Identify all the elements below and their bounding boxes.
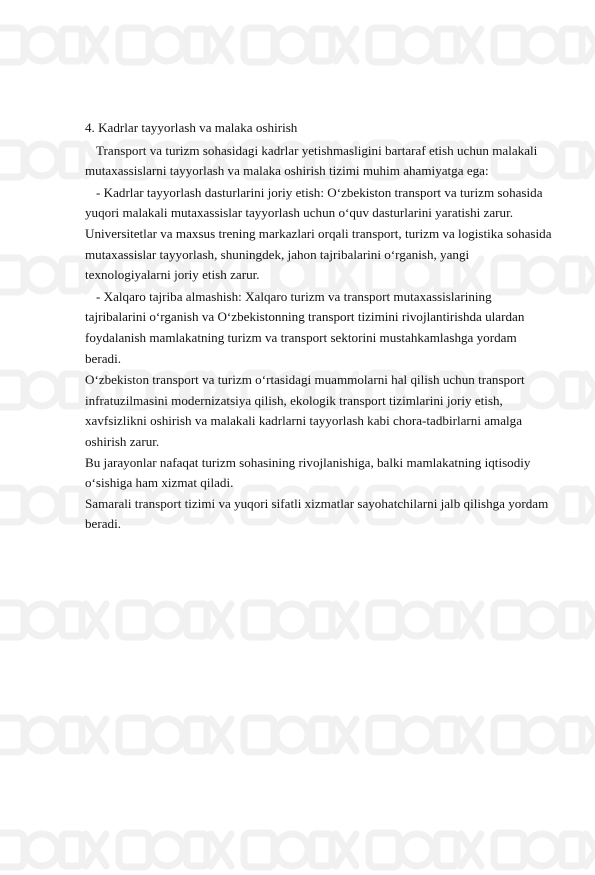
paragraph-training-programs: - Kadrlar tayyorlash dasturlarini joriy etish: O‘zbekiston transport va turizm sohasida yuqori malakali mutaxassislar tayyorlash uchun o‘quv dasturlarini yaratishi zarur. bbox=[85, 184, 543, 221]
watermark-logo-icon bbox=[0, 595, 110, 645]
watermark-logo-icon bbox=[240, 825, 360, 875]
watermark-logo-icon bbox=[115, 595, 235, 645]
watermark-logo-icon bbox=[240, 595, 360, 645]
watermark-logo-icon bbox=[240, 20, 360, 70]
paragraph-universities: Universitetlar va maxsus trening markazlari orqali transport, turizm va logistika sohasida mutaxassislar tayyorlash, shuningdek, jahon tajribalarini o‘rganish, yangi texnologiyalarni joriy etish zarur. bbox=[85, 225, 552, 283]
watermark-logo-icon bbox=[115, 20, 235, 70]
watermark-logo-icon bbox=[365, 710, 485, 760]
watermark-logo-icon bbox=[0, 825, 110, 875]
paragraph-efficient-transport: Samarali transport tizimi va yuqori sifatli xizmatlar sayohatchilarni jalb qilishga yordam beradi. bbox=[85, 495, 549, 532]
watermark-logo-icon bbox=[0, 710, 110, 760]
section-heading: 4. Kadrlar tayyorlash va malaka oshirish bbox=[85, 120, 298, 135]
paragraph-intro: Transport va turizm sohasidagi kadrlar yetishmasligini bartaraf etish uchun malakali mutaxassislarni tayyorlash va malaka oshirish tizimi muhim ahamiyatga ega: bbox=[85, 142, 538, 179]
paragraph-conclusion: O‘zbekiston transport va turizm o‘rtasidagi muammolarni hal qilish uchun transport infratuzilmasini modernizatsiya qilish, ekologik transport tizimlarini joriy etish, xavfsizlikni oshirish va malakali kadrlarni tayyorlash kabi chora-tadbirlarni amalga oshirish zarur. bbox=[85, 372, 525, 449]
watermark-logo-icon bbox=[490, 710, 595, 760]
watermark-logo-icon bbox=[365, 595, 485, 645]
watermark-logo-icon bbox=[490, 825, 595, 875]
watermark-logo-icon bbox=[365, 825, 485, 875]
watermark-logo-icon bbox=[115, 825, 235, 875]
watermark-logo-icon bbox=[240, 710, 360, 760]
watermark-logo-icon bbox=[115, 710, 235, 760]
watermark-logo-icon bbox=[365, 20, 485, 70]
document-body bbox=[85, 118, 555, 535]
watermark-logo-icon bbox=[0, 20, 110, 70]
watermark-logo-icon bbox=[490, 595, 595, 645]
watermark-logo-icon bbox=[490, 20, 595, 70]
paragraph-development: Bu jarayonlar nafaqat turizm sohasining rivojlanishiga, balki mamlakatning iqtisodiy o‘sishiga ham xizmat qiladi. bbox=[85, 454, 531, 491]
paragraph-international-experience: - Xalqaro tajriba almashish: Xalqaro turizm va transport mutaxassislarining tajribalarini o‘rganish va O‘zbekistonning transport tizimini rivojlantirishda ulardan foydalanish mamlakatning turizm va transport sektorini mustahkamlashga yordam beradi. bbox=[85, 288, 525, 366]
